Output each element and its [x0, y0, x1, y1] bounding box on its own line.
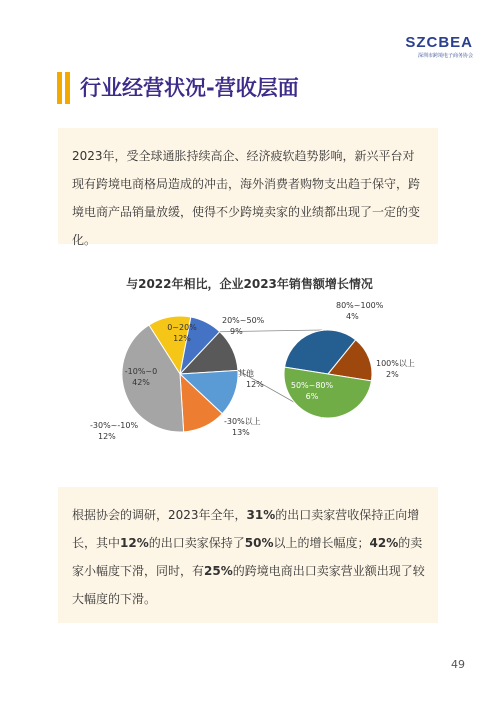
pie-label-2: 其他 — [238, 369, 254, 378]
summary-text: 根据协会的调研，2023年全年，31%的出口卖家营收保持正向增长，其中12%的出口卖家保持了50%以上的增长幅度；42%的卖家小幅度下滑，同时，有25%的跨境电商出口卖家营业额出现了较大幅度的下滑。 — [72, 508, 425, 606]
page-title: 行业经营状况-营收层面 — [80, 76, 299, 100]
pie-value-0: 12% — [173, 334, 191, 343]
sub-pie-value-1: 2% — [386, 370, 399, 379]
sub-pie-label-2: 50%~80% — [290, 381, 334, 390]
title-accent-bar-2 — [65, 72, 70, 104]
sub-pie-label-1: 100%以上 — [376, 359, 415, 368]
sub-pie-value-2: 6% — [305, 392, 319, 401]
pie-label-0: 0~20% — [167, 323, 197, 332]
pie-value-4: 12% — [98, 432, 116, 441]
pie-value-1: 9% — [230, 327, 243, 336]
intro-text: 2023年，受全球通胀持续高企、经济疲软趋势影响，新兴平台对现有跨境电商格局造成的冲击，海外消费者购物支出趋于保守，跨境电商产品销量放缓，使得不少跨境卖家的业绩都出现了一定的变化。 — [72, 149, 421, 247]
pie-label-4: -30%~-10% — [90, 421, 139, 430]
logo-text: SZCBEA — [405, 34, 473, 51]
pie-value-5: 42% — [132, 378, 150, 387]
summary-box — [58, 487, 438, 623]
pie-label-1: 20%~50% — [222, 316, 265, 325]
intro-box — [58, 128, 438, 247]
sub-pie-value-0: 4% — [346, 312, 359, 321]
sub-pie-label-0: 80%~100% — [336, 301, 384, 310]
title-accent-bar — [57, 72, 62, 104]
chart-title: 与2022年相比，企业2023年销售额增长情况 — [126, 277, 373, 291]
page-number: 49 — [451, 658, 465, 671]
logo-subtext: 深圳市跨境电子商务协会 — [417, 53, 473, 59]
pie-label-3: -30%以上 — [224, 417, 261, 426]
pie-label-5: -10%~0 — [124, 367, 158, 376]
pie-value-3: 13% — [232, 428, 250, 437]
logo — [405, 34, 473, 59]
pie-of-pie-chart — [60, 296, 415, 456]
pie-value-2: 12% — [246, 380, 264, 389]
